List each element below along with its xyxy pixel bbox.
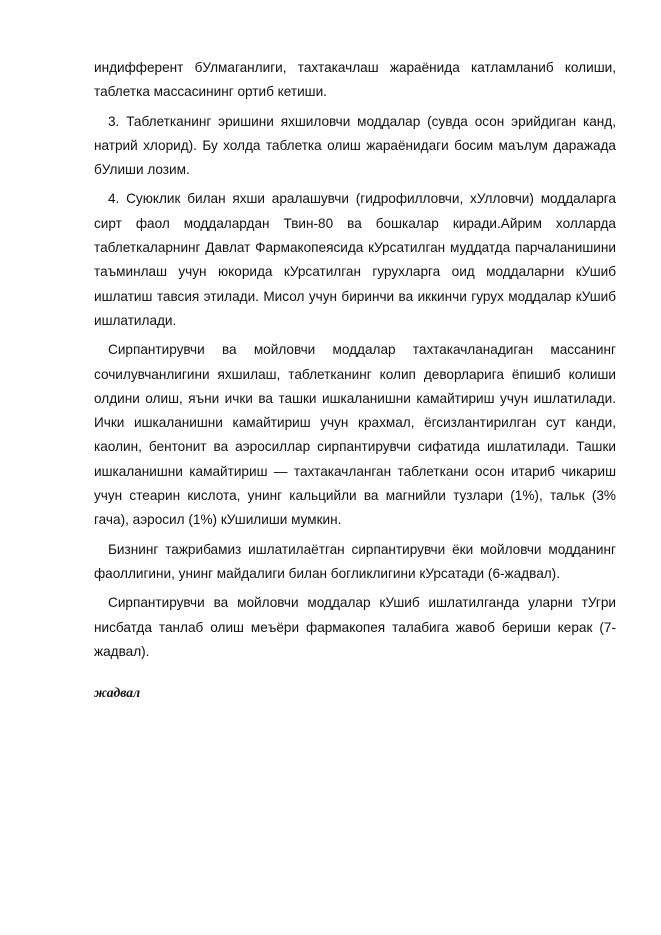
paragraph-1: индифферент бУлмаганлиги, тахтакачлаш жараёнида катламланиб колиши, таблетка массасининг ортиб кетиши.: [94, 60, 616, 100]
paragraph-3: 4. Суюклик билан яхши аралашувчи (гидрофилловчи, хУлловчи) моддаларга сирт фаол моддалардан Твин-80 ва бошкалар киради.Айрим холларда таблеткаларнинг Давлат Фармакопеясида кУрсатилган муддатда парчаланишини таъминлаш учун юкорида кУрсатилган гурухларга оид моддаларни кУшиб ишлатиш тавсия этилади. Мисол учун биринчи ва иккинчи гурух моддалар кУшиб ишлатилади.: [94, 191, 616, 328]
paragraph-2: 3. Таблетканинг эришини яхшиловчи моддалар (сувда осон эрийдиган канд, натрий хлорид). Бу холда таблетка олиш жараёнидаги босим маълум даражада бУлиши лозим.: [94, 113, 616, 178]
paragraph-5: Бизнинг тажрибамиз ишлатилаётган сирпантирувчи ёки мойловчи модданинг фаоллигини, унинг майдалиги билан богликлигини кУрсатади (6-жадвал).: [94, 541, 616, 581]
paragraph-6: Сирпантирувчи ва мойловчи моддалар кУшиб ишлатилганда уларни тУгри нисбатда танлаб олиш меъёри фармакопея талабига жавоб бериши керак (7-жадвал).: [94, 595, 616, 659]
table-caption: жадвал: [94, 685, 141, 701]
document-page: [94, 56, 616, 701]
paragraph-4: Сирпантирувчи ва мойловчи моддалар тахтакачланадиган массанинг сочилувчанлигини яхшилаш, таблетканинг колип деворларига ёпишиб колиши олдини олиш, яъни ички ва ташки ишкаланишни камайтириш учун ишлатилади. Ички ишкаланишни камайтириш учун крахмал, ёгсизлантирилган сут канди, каолин, бентонит ва аэросиллар сирпантирувчи сифатида ишлатилади. Ташки ишкаланишни камайтириш — тахтакачланган таблеткани осон итариб чикариш учун стеарин кислота, унинг кальцийли ва магнийли тузлари (1%), тальк (3% гача), аэросил (1%) кУшилиши мумкин.: [94, 342, 616, 528]
